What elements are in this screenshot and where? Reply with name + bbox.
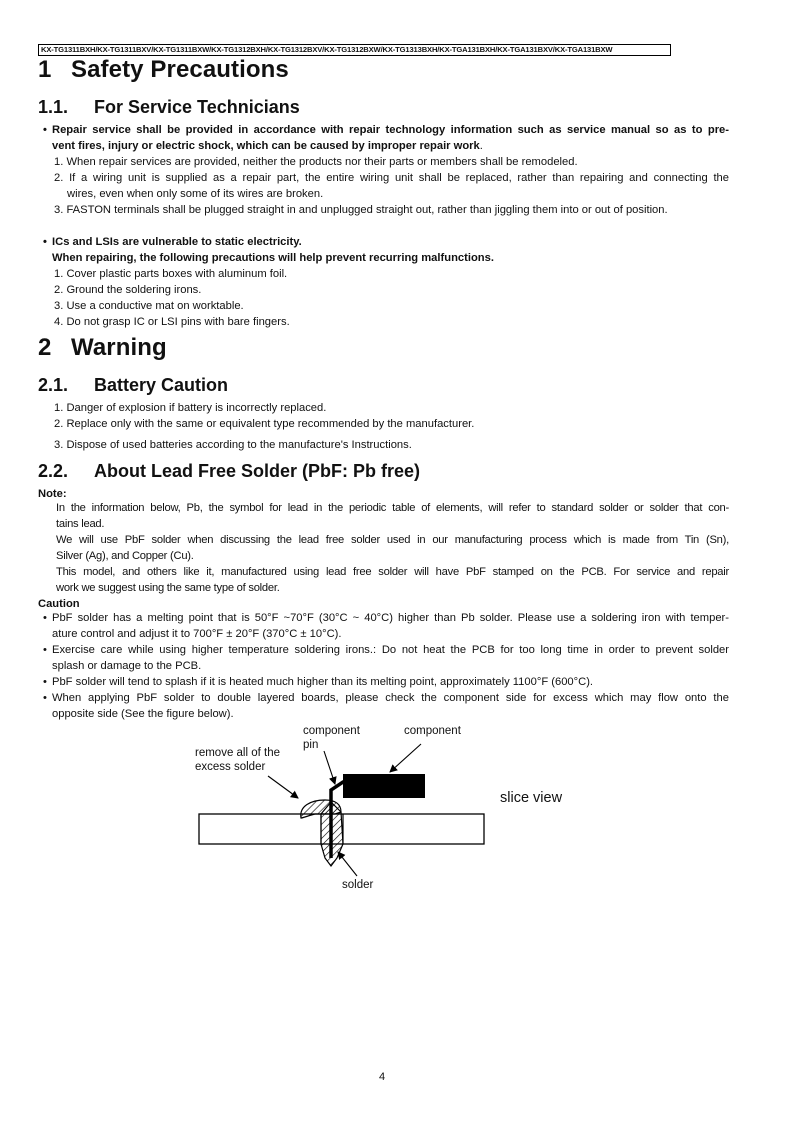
label-component-pin: component pin [303, 725, 360, 751]
note-line: work we suggest using the same type of solder. [56, 582, 280, 594]
subsection-2-2-heading [38, 461, 420, 482]
list-item: 1. When repair services are provided, neither the products nor their parts or members shall be remodeled. [54, 156, 578, 168]
bullet-icon: • [43, 612, 47, 624]
bullet-line: • Repair service shall be provided in accordance with repair technology information such as service manual so as to pre- [43, 124, 729, 136]
bullet-icon: • [43, 644, 47, 656]
subsection-number: 2.2. [38, 461, 69, 481]
list-item: 1. Danger of explosion if battery is incorrectly replaced. [54, 402, 327, 414]
arrow-solder [338, 852, 357, 876]
list-item: 1. Cover plastic parts boxes with aluminum foil. [54, 268, 288, 280]
list-item: 3. FASTON terminals shall be plugged straight in and unplugged straight out, rather than jiggling them into or out of position. [54, 204, 668, 216]
list-item-continued: wires, even when only some of its wires are broken. [67, 188, 324, 200]
subsection-title: For Service Technicians [94, 97, 300, 117]
caution-bullet: • PbF solder has a melting point that is 50°F ~70°F (30°C ~ 40°C) higher than Pb solder. Please use a soldering iron with temper- [43, 612, 729, 624]
section-2-heading [38, 334, 167, 362]
caution-label: Caution [38, 598, 80, 610]
bullet-line-continued: vent fires, injury or electric shock, which can be caused by improper repair work. [52, 140, 483, 152]
caution-bullet-continued: splash or damage to the PCB. [52, 660, 202, 672]
caution-bullet: • When applying PbF solder to double layered boards, please check the component side for excess which may flow onto the [43, 692, 729, 704]
list-item: 2. Ground the soldering irons. [54, 284, 202, 296]
bullet-icon: • [43, 692, 47, 704]
page-number: 4 [379, 1071, 386, 1083]
subsection-1-1-heading [38, 97, 300, 118]
caution-bullet-continued: opposite side (See the figure below). [52, 708, 234, 720]
section-title: Warning [71, 334, 167, 361]
list-item: 3. Use a conductive mat on worktable. [54, 300, 244, 312]
section-number: 1 [38, 56, 52, 83]
label-remove-excess-solder: remove all of the excess solder [195, 747, 281, 773]
model-number-header: KX-TG1311BXH/KX-TG1311BXV/KX-TG1311BXW/KX-TG1312BXH/KX-TG1312BXV/KX-TG1312BXW/KX-TG1313BXH/KX-TGA131BXH/KX-TGA131BXV/KX-TGA131BXW [38, 44, 671, 56]
note-label: Note: [38, 488, 67, 500]
list-item: 4. Do not grasp IC or LSI pins with bare fingers. [54, 316, 290, 328]
bullet-icon: • [43, 236, 47, 248]
caution-bullet-continued: ature control and adjust it to 700°F ± 20°F (370°C ± 10°C). [52, 628, 342, 640]
caution-bullet: • PbF solder will tend to splash if it is heated much higher than its melting point, approximately 1100°F (600°C). [43, 676, 594, 688]
arrow-excess-solder [268, 776, 298, 798]
note-line: In the information below, Pb, the symbol for lead in the periodic table of elements, will refer to standard solder or solder that con- [56, 502, 729, 514]
bullet-line: • ICs and LSIs are vulnerable to static electricity. [43, 236, 302, 248]
note-line: tains lead. [56, 518, 105, 530]
bullet-icon: • [43, 124, 47, 136]
note-line: Silver (Ag), and Copper (Cu). [56, 550, 194, 562]
label-component: component [404, 725, 461, 737]
bullet-icon: • [43, 676, 47, 688]
arrow-component [390, 744, 421, 772]
subsection-number: 2.1. [38, 375, 69, 395]
solder-slice-diagram [185, 720, 585, 900]
subsection-2-1-heading [38, 375, 228, 396]
arrow-component-pin [324, 751, 335, 784]
component-body [343, 774, 425, 798]
list-item: 3. Dispose of used batteries according to the manufacture's Instructions. [54, 439, 412, 451]
subsection-title: About Lead Free Solder (PbF: Pb free) [94, 461, 421, 481]
label-solder: solder [342, 879, 374, 891]
section-title: Safety Precautions [71, 56, 289, 83]
section-number: 2 [38, 334, 52, 361]
note-line: We will use PbF solder when discussing the lead free solder used in our manufacturing process which is made from Tin (Sn), [56, 534, 729, 546]
list-item: 2. If a wiring unit is supplied as a repair part, the entire wiring unit shall be replaced, rather than repairing and connecting the [54, 172, 729, 184]
list-item: 2. Replace only with the same or equivalent type recommended by the manufacturer. [54, 418, 475, 430]
note-line: This model, and others like it, manufactured using lead free solder will have PbF stamped on the PCB. For service and repair [56, 566, 729, 578]
section-1-heading [38, 56, 289, 84]
subsection-number: 1.1. [38, 97, 69, 117]
label-slice-view: slice view [500, 790, 563, 806]
caution-bullet: • Exercise care while using higher temperature soldering irons.: Do not heat the PCB for too long time in order to prevent solder [43, 644, 729, 656]
subsection-title: Battery Caution [94, 375, 229, 395]
bullet-line-continued: When repairing, the following precautions will help prevent recurring malfunctions. [52, 252, 494, 264]
